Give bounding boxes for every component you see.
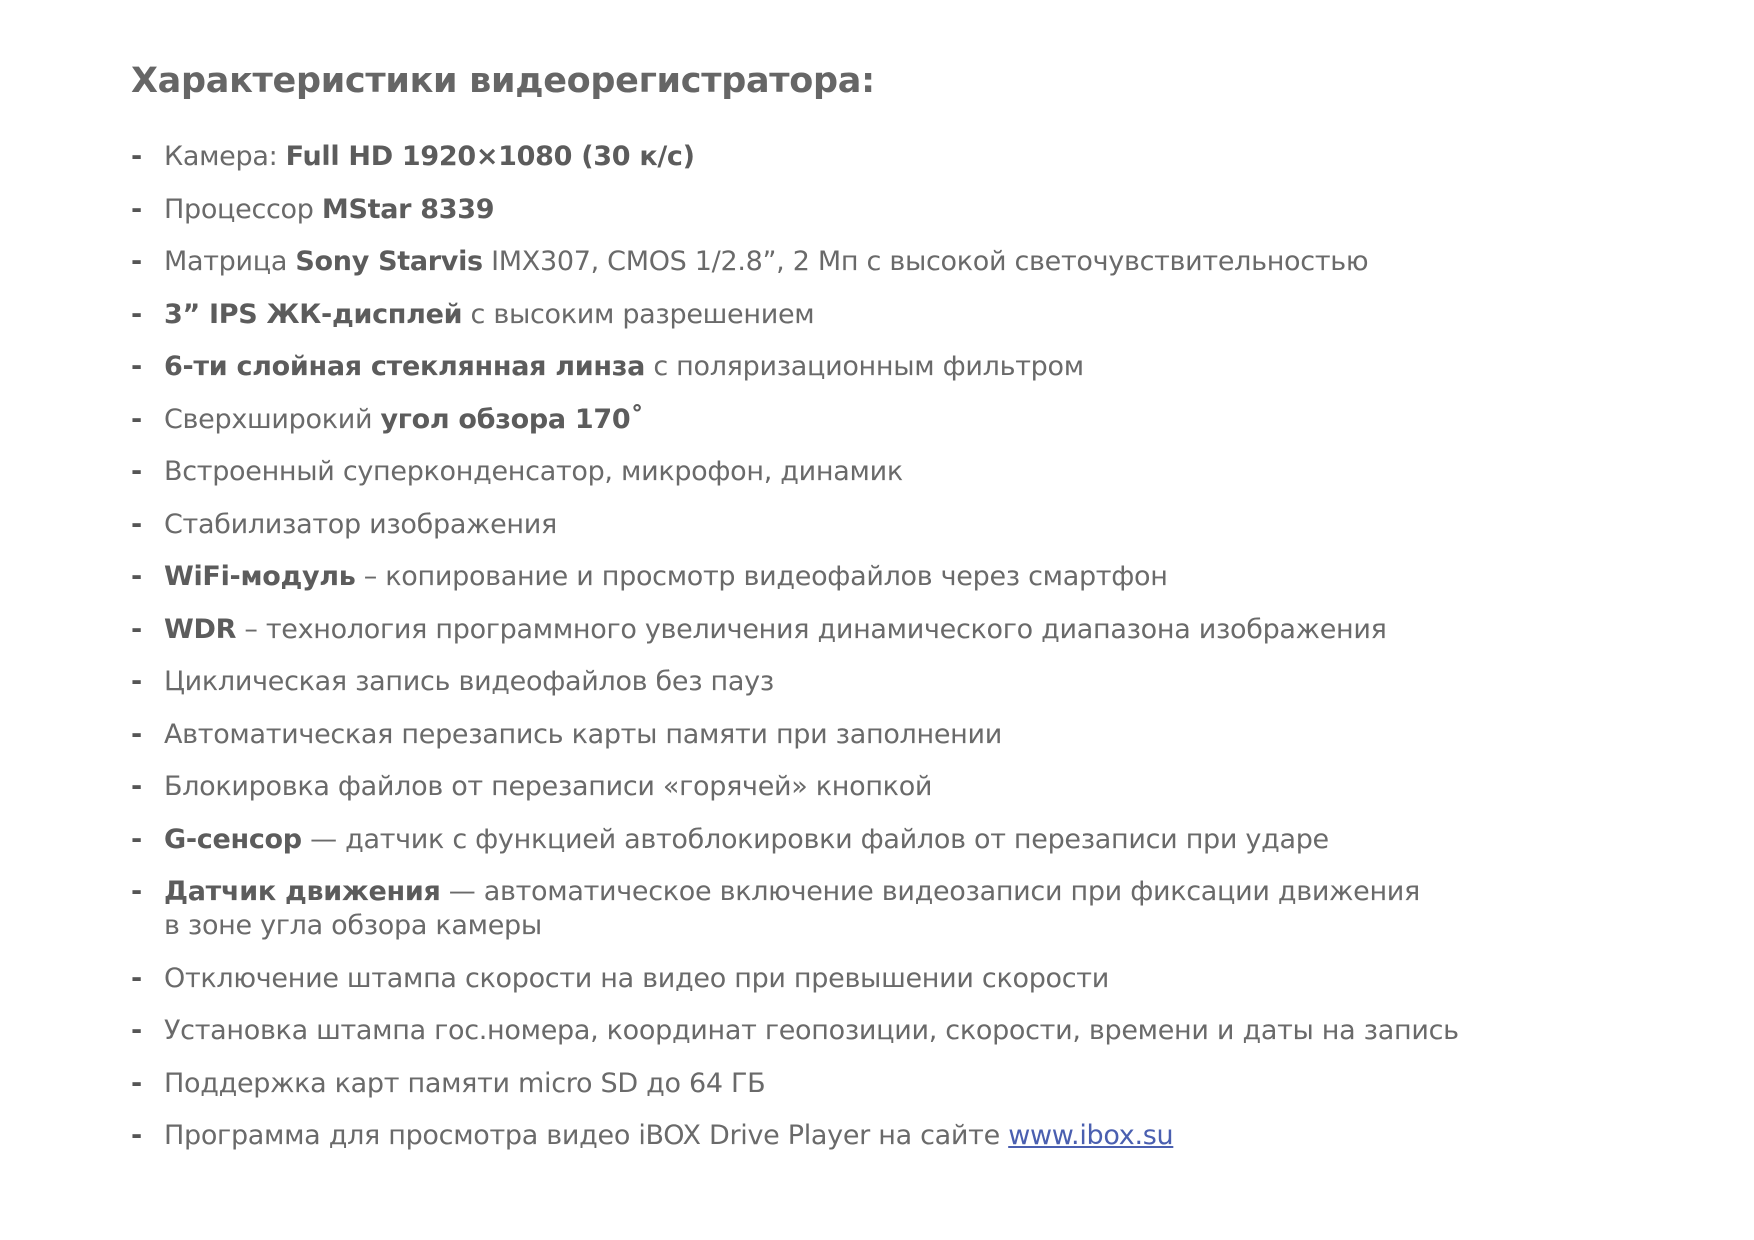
spec-text: Сверхширокий — [164, 403, 381, 435]
list-dash: - — [131, 666, 142, 697]
website-link[interactable]: www.ibox.su — [1008, 1120, 1174, 1151]
spec-item — [131, 770, 1691, 804]
spec-highlight: угол обзора 170˚ — [380, 403, 644, 435]
list-dash: - — [131, 962, 142, 994]
page-title: Характеристики видеорегистратора: — [131, 61, 875, 101]
spec-item — [131, 245, 1691, 279]
list-dash: - — [131, 141, 142, 172]
list-dash: - — [131, 1015, 142, 1046]
spec-text: Поддержка карт памяти micro SD до 64 ГБ — [164, 1067, 766, 1099]
spec-text: – технология программного увеличения динамического диапазона изображения — [236, 613, 1387, 645]
spec-text: — автоматическое включение видеозаписи при фиксации движения — [440, 876, 1421, 907]
list-dash: - — [131, 193, 142, 225]
spec-highlight: WDR — [164, 613, 237, 645]
list-dash: - — [131, 771, 142, 802]
spec-list — [131, 140, 1691, 1153]
list-dash: - — [131, 823, 142, 855]
spec-highlight: Full HD 1920×1080 (30 к/с) — [285, 141, 695, 172]
spec-text: Встроенный суперконденсатор, микрофон, динамик — [164, 456, 903, 487]
spec-item — [131, 823, 1691, 857]
spec-text: Матрица — [164, 246, 296, 277]
spec-text: Процессор — [164, 193, 322, 225]
spec-item — [131, 508, 1691, 542]
spec-text: Блокировка файлов от перезаписи «горячей» кнопкой — [164, 771, 933, 802]
spec-text: Установка штампа гос.номера, координат геопозиции, скорости, времени и даты на запись — [164, 1015, 1459, 1046]
spec-document — [131, 60, 1691, 1172]
list-dash: - — [131, 1120, 142, 1151]
list-dash: - — [131, 246, 142, 277]
spec-text: с поляризационным фильтром — [645, 351, 1084, 382]
spec-item — [131, 350, 1691, 384]
spec-text: Автоматическая перезапись карты памяти при заполнении — [164, 718, 1003, 750]
spec-highlight: MStar 8339 — [321, 193, 495, 225]
list-dash: - — [131, 876, 142, 907]
spec-highlight: Датчик движения — [164, 876, 441, 907]
spec-text: Программа для просмотра видео iBOX Drive Player на сайте — [164, 1120, 1009, 1151]
list-dash: - — [131, 351, 142, 382]
spec-text: в зоне угла обзора камеры — [164, 910, 542, 941]
spec-text: – копирование и просмотр видеофайлов через смартфон — [355, 561, 1168, 592]
spec-item — [131, 403, 1691, 437]
spec-item — [131, 665, 1691, 699]
spec-text: Стабилизатор изображения — [164, 508, 557, 540]
spec-text: с высоким разрешением — [462, 298, 815, 330]
spec-item — [131, 1119, 1691, 1153]
spec-highlight: 3” IPS ЖК-дисплей — [164, 298, 463, 330]
spec-text: Камера: — [164, 141, 286, 172]
spec-item — [131, 298, 1691, 332]
spec-item — [131, 560, 1691, 594]
list-dash: - — [131, 561, 142, 592]
spec-item — [131, 613, 1691, 647]
spec-highlight: WiFi-модуль — [164, 561, 356, 592]
list-dash: - — [131, 718, 142, 750]
spec-text: Отключение штампа скорости на видео при превышении скорости — [164, 962, 1109, 994]
spec-item — [131, 140, 1691, 174]
list-dash: - — [131, 298, 142, 330]
spec-item — [131, 455, 1691, 489]
spec-highlight: G-сенсор — [164, 823, 302, 855]
spec-highlight: Sony Starvis — [295, 246, 483, 277]
list-dash: - — [131, 1067, 142, 1099]
list-dash: - — [131, 508, 142, 540]
spec-highlight: 6-ти слойная стеклянная линза — [164, 351, 646, 382]
spec-item — [131, 718, 1691, 752]
spec-item — [131, 962, 1691, 996]
spec-item — [131, 875, 1691, 943]
spec-text: IMX307, CMOS 1/2.8”, 2 Мп с высокой светочувствительностью — [482, 246, 1369, 277]
list-dash: - — [131, 613, 142, 645]
list-dash: - — [131, 403, 142, 435]
spec-text: — датчик с функцией автоблокировки файлов от перезаписи при ударе — [301, 823, 1329, 855]
spec-text: Циклическая запись видеофайлов без пауз — [164, 666, 774, 697]
spec-item — [131, 193, 1691, 227]
list-dash: - — [131, 456, 142, 487]
spec-item — [131, 1014, 1691, 1048]
spec-item — [131, 1067, 1691, 1101]
